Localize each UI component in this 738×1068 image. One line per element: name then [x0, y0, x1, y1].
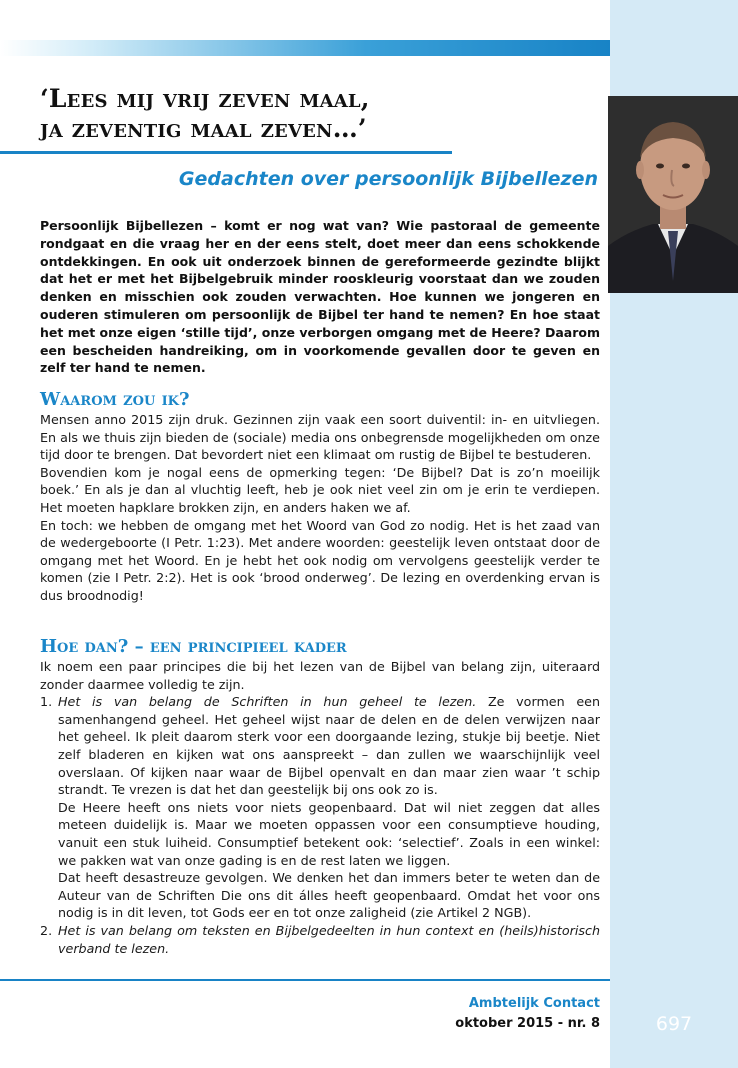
list-item-text [58, 922, 600, 957]
paragraph: Bovendien kom je nogal eens de opmerking tegen: ‘De Bijbel? Dat is zo’n moeilijk boek.’ En als je dan al vluchtig leeft, heb je ook niet veel zin om je erin te verdiepen. Het moeten hapklare brokken zijn, en anders haken we af. [40, 464, 600, 515]
title-line-1: ‘Lees mij vrij zeven maal, [40, 84, 370, 113]
top-gradient-bar [0, 40, 610, 56]
author-portrait [608, 96, 738, 293]
paragraph: En toch: we hebben de omgang met het Woord van God zo nodig. Het is het zaad van de wedergeboorte (I Petr. 1:23). Met andere woorden: geestelijk leven ontstaat door de omgang met het Woord. En je hebt het ook nodig om vervolgens geestelijk verder te komen (zie I Petr. 2:2). Het is ook ‘brood onderweg’. De lezing en overdenking ervan is dus broodnodig! [40, 517, 600, 603]
list-item [40, 922, 600, 957]
footer-rule [0, 979, 610, 981]
intro-paragraph: Persoonlijk Bijbellezen – komt er nog wat van? Wie pastoraal de gemeente rondgaat en die vraag her en der eens stelt, doet meer dan eens schokkende ontdekkingen. En ook uit onderzoek binnen de gereformeerde gezindte blijkt dat het er met het Bijbelgebruik minder rooskleurig voorstaat dan we zouden denken en misschien ook zouden verwachten. Hoe kunnen we jongeren en ouderen stimuleren om persoonlijk de Bijbel ter hand te nemen? En hoe staat het met onze eigen ‘stille tijd’, onze verborgen omgang met de Heere? Daarom een bescheiden handreiking, om in voorkomende gevallen door te geven en zelf ter hand te nemen. [40, 218, 600, 376]
list-number: 2. [40, 922, 53, 938]
section-heading-hoe-dan: Hoe dan? – een principieel kader [40, 636, 347, 657]
principles-list [40, 693, 600, 957]
list-item-paragraph: De Heere heeft ons niets voor niets geopenbaard. Dat wil niet zeggen dat alles meteen duidelijk is. Maar we moeten oppassen voor een consumptieve houding, vanuit een stuk luiheid. Consumptief betekent ook: ‘selectief’. Zoals in een winkel: we pakken wat van onze gading is en de rest laten we liggen. [58, 799, 600, 868]
list-item-paragraph: Dat heeft desastreuze gevolgen. We denken het dan immers beter te weten dan de Auteur van de Schriften Die ons dit álles heeft geopenbaard. Omdat het voor ons nodig is in dit leven, tot Gods eer en tot onze zaligheid (zie Artikel 2 NGB). [58, 870, 600, 921]
paragraph: Ik noem een paar principes die bij het lezen van de Bijbel van belang zijn, uiteraard zonder daarmee volledig te zijn. [40, 659, 600, 692]
page-number: 697 [655, 1013, 693, 1035]
section-heading-waarom: Waarom zou ik? [40, 389, 190, 410]
title-underline [0, 151, 452, 154]
title-line-2: ja zeventig maal zeven…’ [40, 114, 367, 143]
article-title [40, 84, 470, 144]
section-body-hoe-dan [40, 658, 600, 957]
list-item [40, 693, 600, 922]
footer-magazine: Ambtelijk Contact [468, 996, 600, 1011]
list-item-lead: Het is van belang om teksten en Bijbelgedeelten in hun context en (heils)historisch verband te lezen. [58, 922, 600, 956]
list-item-lead: Het is van belang de Schriften in hun geheel te lezen. [58, 694, 477, 710]
article-subtitle: Gedachten over persoonlijk Bijbellezen [178, 168, 598, 190]
list-number: 1. [40, 694, 53, 710]
section-body-waarom [40, 411, 600, 605]
list-item-body: Ze vormen een samenhangend geheel. Het geheel wijst naar de delen en de delen verwijzen naar het geheel. Ik pleit daarom sterk voor een doorgaande lezing, stukje bij beetje. Niet zelf bladeren en kijken wat ons aanspreekt – dan zullen we waarschijnlijk veel overslaan. Of kijken naar waar de Bijbel openvalt en dan maar zien waar ’t schip strandt. Te vrezen is dat het dan geestelijk bij ons ook zo is. [58, 694, 600, 798]
paragraph: Mensen anno 2015 zijn druk. Gezinnen zijn vaak een soort duiventil: in- en uitvliegen. En als we thuis zijn bieden de (sociale) media ons onbegrensde mogelijkheden om onze tijd door te brengen. Dat bevordert niet een klimaat om rustig de Bijbel te bestuderen. [40, 412, 600, 463]
footer-issue: oktober 2015 - nr. 8 [455, 1016, 600, 1031]
list-item-text [58, 693, 600, 799]
